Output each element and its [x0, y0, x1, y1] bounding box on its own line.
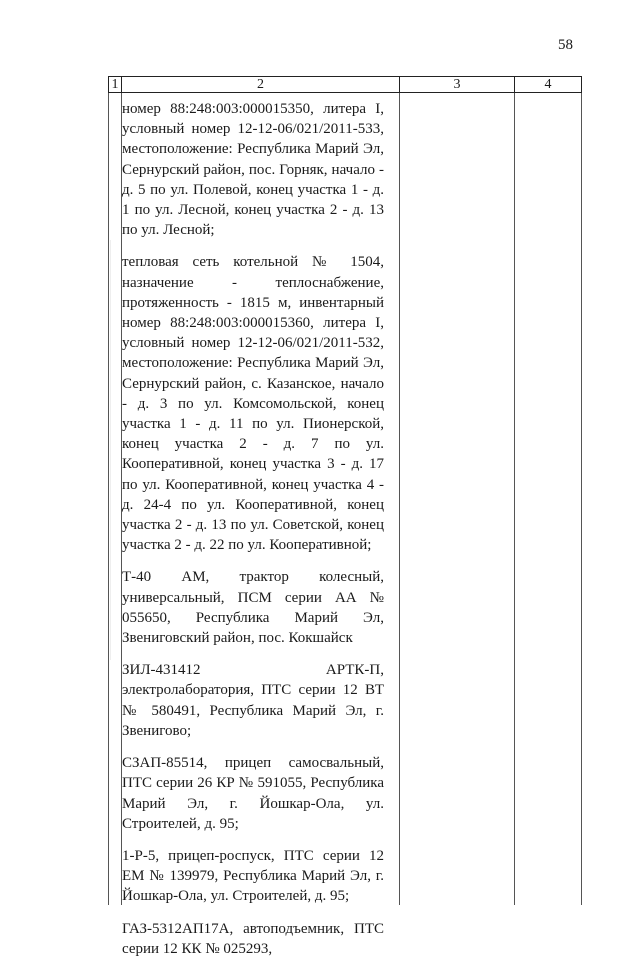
column-header-1: 1	[109, 77, 122, 92]
entry-tractor-t40: Т-40 АМ, трактор колесный, универсальный, ПСМ серии АА № 055650, Республика Марий Эл, Звениговский район, пос. Кокшайск	[122, 569, 384, 647]
entry-gaz-lift: ГАЗ-5312АП17А, автоподъемник, ПТС серии 12 КК № 025293,	[122, 920, 384, 957]
column-divider-2	[399, 93, 400, 905]
entry-zil-electrolab: ЗИЛ-431412 АРТК-П, электролаборатория, ПТС серии 12 ВТ № 580491, Республика Марий Эл, г. Звенигово;	[122, 662, 384, 739]
entry-szap-trailer: СЗАП-85514, прицеп самосвальный, ПТС серии 26 КР № 591055, Республика Марий Эл, г. Йошкар-Ола, ул. Строителей, д. 95;	[122, 755, 384, 832]
column-header-4: 4	[544, 77, 552, 92]
column-divider-right	[581, 93, 582, 905]
entry-1r5-trailer: 1-Р-5, прицеп-роспуск, ПТС серии 12 ЕМ № 139979, Республика Марий Эл, г. Йошкар-Ола, ул. Строителей, д. 95;	[122, 847, 384, 905]
column-divider-left	[108, 93, 109, 905]
column-header-3: 3	[400, 77, 515, 92]
scan-artifact-line	[110, 240, 111, 660]
column-divider-3	[514, 93, 515, 905]
entry-heat-network-kazanskoe: тепловая сеть котельной № 1504, назначение - теплоснабжение, протяженность - 1815 м, инвентарный номер 88:248:003:000015360, литера I, условный номер 12-12-06/021/2011-532, местоположение: Республика Марий Эл, Сернурский район, с. Казанское, начало - д. 3 по ул. Комсомольской, конец участка 1 - д. 11 по ул. Пионерской, конец участка 2 - д. 7 по ул. Кооперативной, конец участка 3 - д. 17 по ул. Кооперативной, конец участка 4 - д. 24-4 по ул. Кооперативной, конец участка 2 - д. 13 по ул. Советской, конец участка 2 - д. 22 по ул. Кооперативной;	[122, 254, 384, 554]
entry-heat-network-gornyak: номер 88:248:003:000015350, литера I, условный номер 12-12-06/021/2011-533, местоположение: Республика Марий Эл, Сернурский район, пос. Горняк, начало - д. 5 по ул. Полевой, конец участка 1 - д. 1 по ул. Лесной, конец участка 2 - д. 13 по ул. Лесной;	[122, 101, 384, 239]
table-column-2-content	[122, 99, 384, 971]
column-header-2: 2	[122, 77, 400, 92]
table-header-row	[108, 76, 582, 93]
page-number: 58	[558, 37, 573, 53]
